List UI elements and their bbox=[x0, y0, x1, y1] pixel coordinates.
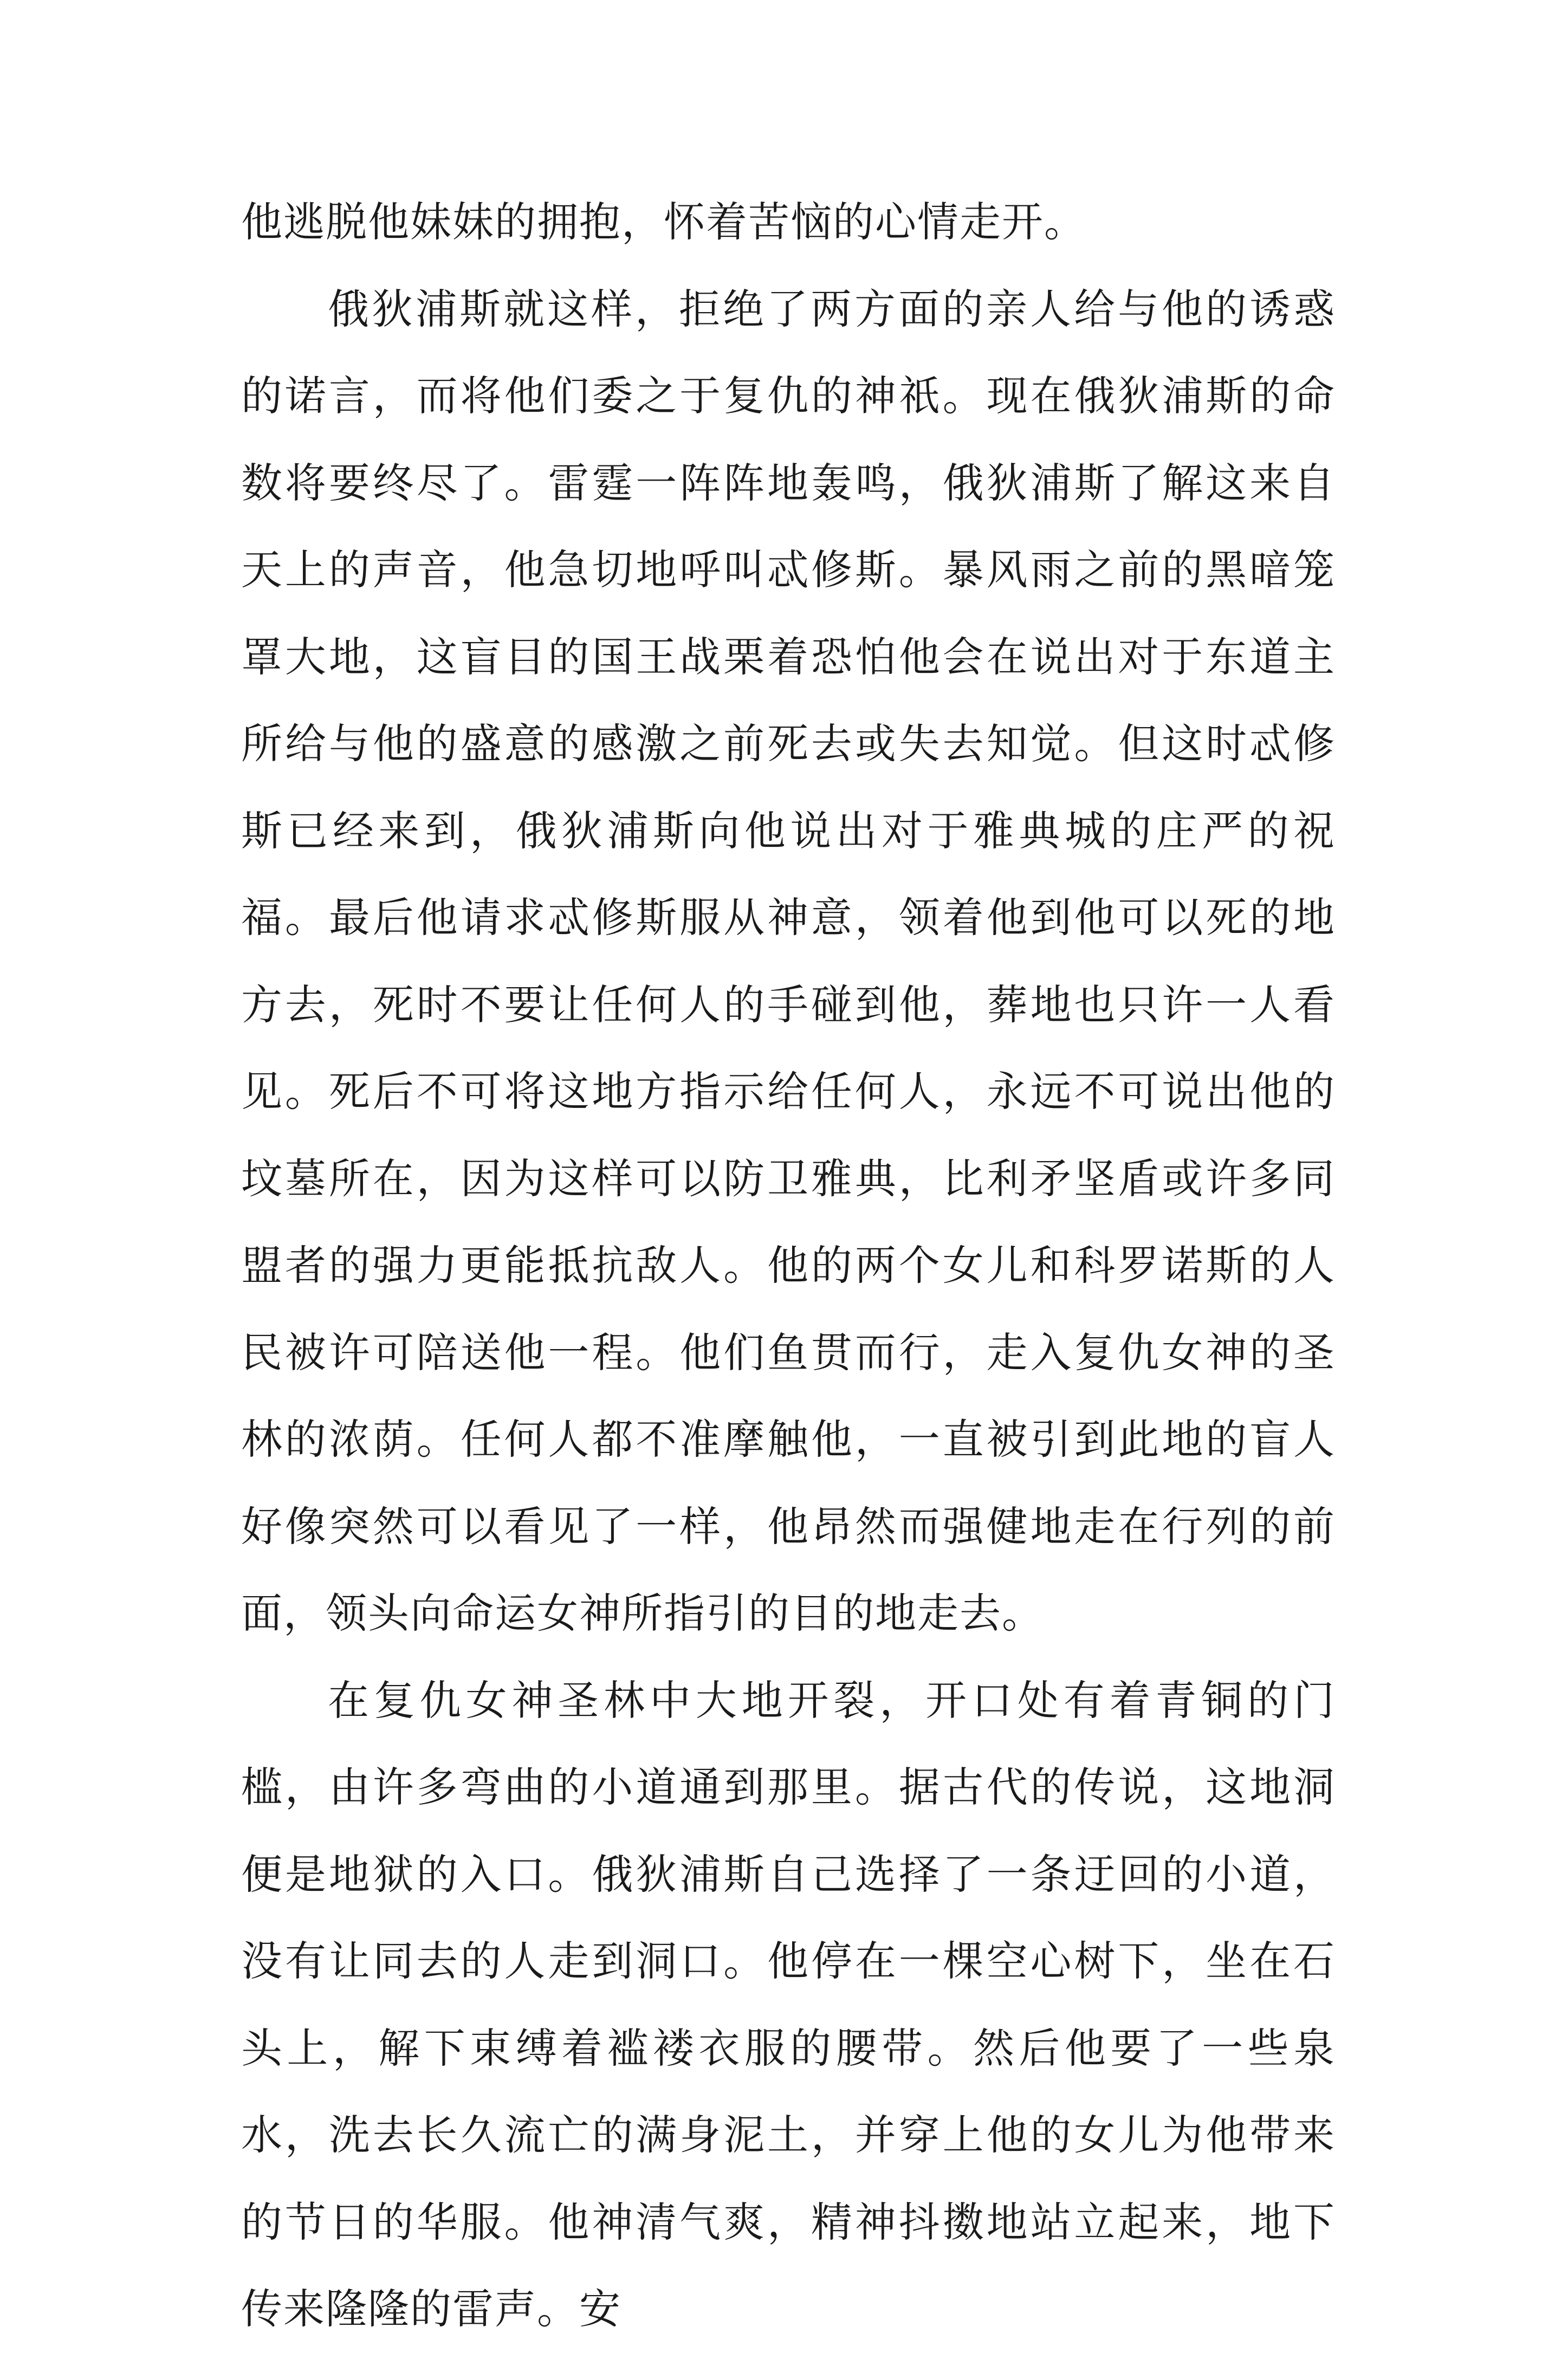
body-text bbox=[241, 179, 1336, 2353]
paragraph-1: 他逃脱他妹妹的拥抱，怀着苦恼的心情走开。 bbox=[241, 198, 1086, 246]
paragraph-3: 在复仇女神圣林中大地开裂，开口处有着青铜的门槛，由许多弯曲的小道通到那里。据古代的传说，这地洞便是地狱的入口。俄狄浦斯自己选择了一条迂回的小道，没有让同去的人走到洞口。他停在一棵空心树下，坐在石头上，解下束缚着褴褛衣服的腰带。然后他要了一些泉水，洗去长久流亡的满身泥土，并穿上他的女儿为他带来的节日的华服。他神清气爽，精神抖擞地站立起来，地下传来隆隆的雷声。安 bbox=[241, 1676, 1336, 2333]
paragraph-2: 俄狄浦斯就这样，拒绝了两方面的亲人给与他的诱惑的诺言，而将他们委之于复仇的神祇。现在俄狄浦斯的命数将要终尽了。雷霆一阵阵地轰鸣，俄狄浦斯了解这来自天上的声音，他急切地呼叫忒修斯。暴风雨之前的黑暗笼罩大地，这盲目的国王战栗着恐怕他会在说出对于东道主所给与他的盛意的感激之前死去或失去知觉。但这时忒修斯已经来到，俄狄浦斯向他说出对于雅典城的庄严的祝福。最后他请求忒修斯服从神意，领着他到他可以死的地方去，死时不要让任何人的手碰到他，葬地也只许一人看见。死后不可将这地方指示给任何人，永远不可说出他的坟墓所在，因为这样可以防卫雅典，比利矛坚盾或许多同盟者的强力更能抵抗敌人。他的两个女儿和科罗诺斯的人民被许可陪送他一程。他们鱼贯而行，走入复仇女神的圣林的浓荫。任何人都不准摩触他，一直被引到此地的盲人好像突然可以看见了一样，他昂然而强健地走在行列的前面，领头向命运女神所指引的目的地走去。 bbox=[241, 284, 1336, 1637]
